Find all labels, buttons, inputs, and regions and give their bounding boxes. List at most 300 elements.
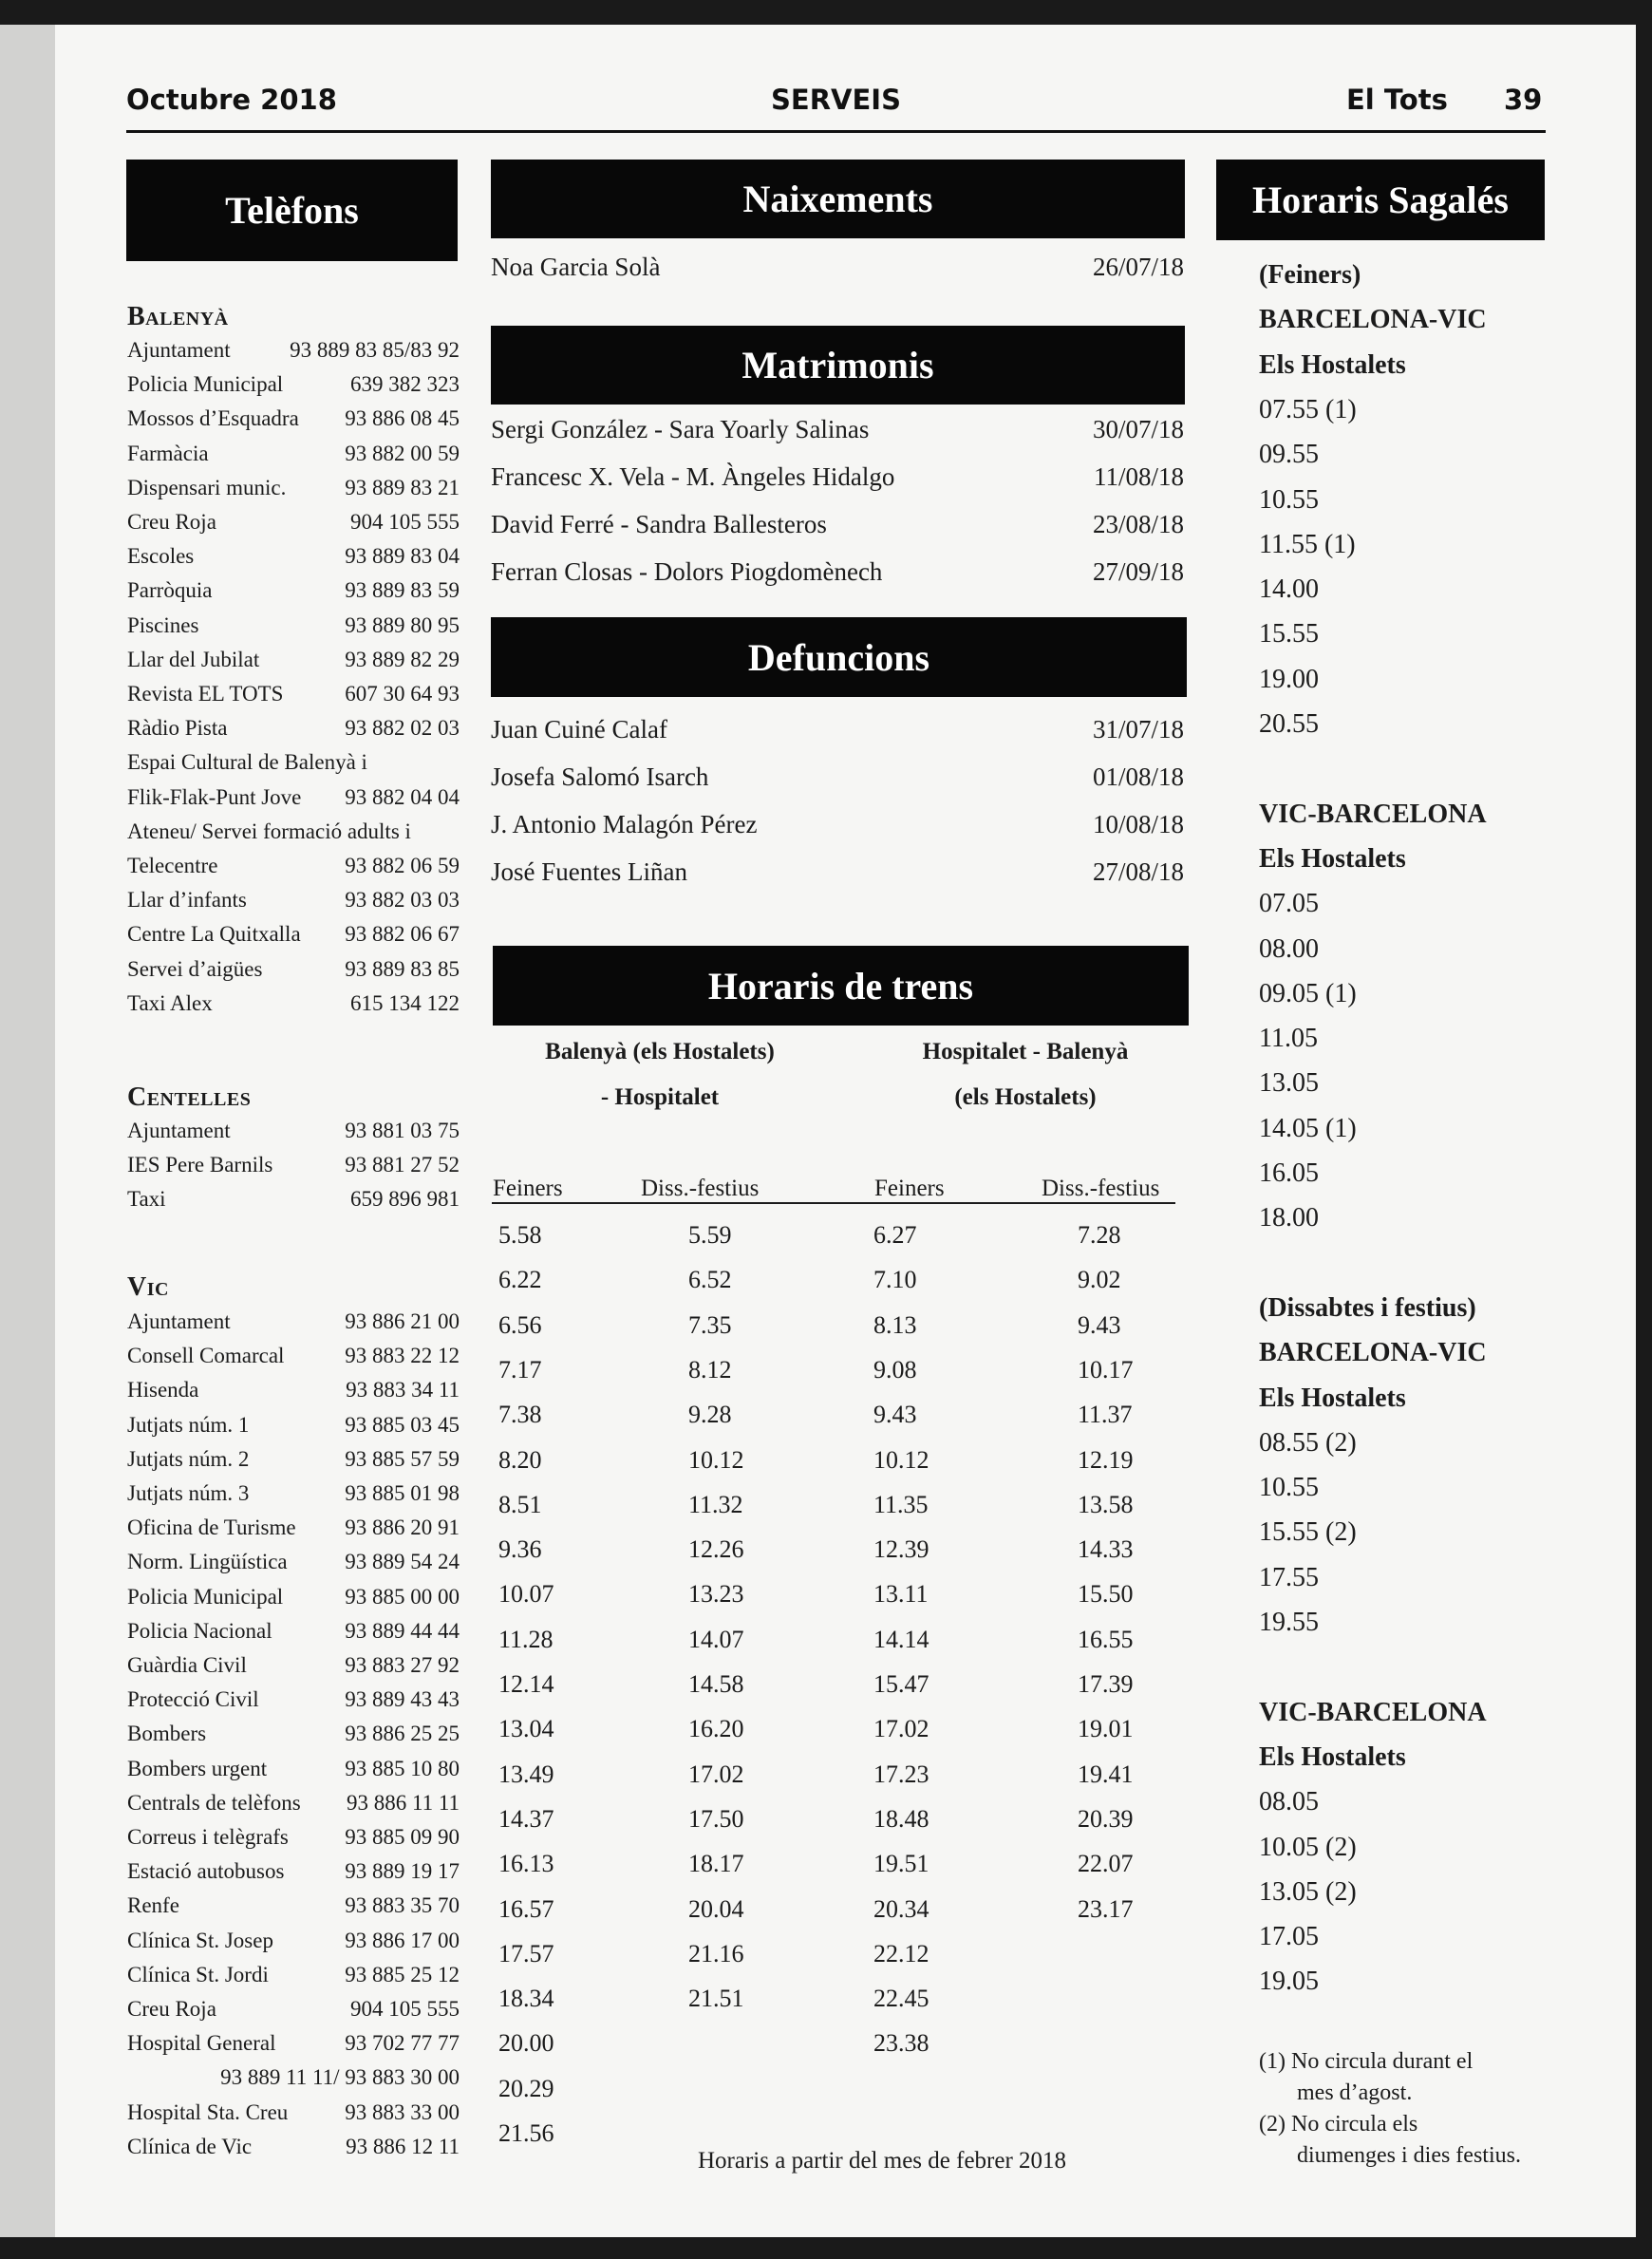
phone-entry (127, 1413, 460, 1447)
phone-entry-number: 93 885 25 12 (345, 1963, 460, 1986)
phone-entry (127, 1963, 460, 1997)
phone-entry (127, 1997, 460, 2031)
page-spine (0, 25, 55, 2237)
bus-time: 19.00 (1259, 665, 1319, 694)
phone-entry-number: 93 882 03 03 (345, 888, 460, 912)
sagales-heading: VIC-BARCELONA (1259, 800, 1487, 829)
bus-time: 19.05 (1259, 1967, 1319, 1996)
sagales-heading: BARCELONA-VIC (1259, 305, 1487, 334)
note-2-line2: diumenges i dies festius. (1297, 2143, 1521, 2168)
train-time: 17.50 (688, 1805, 744, 1833)
bus-time: 20.55 (1259, 709, 1319, 739)
phone-entry-number: 93 886 25 25 (345, 1722, 460, 1745)
phone-entry-number: 93 883 35 70 (345, 1893, 460, 1917)
phone-entry-number: 93 886 08 45 (345, 406, 460, 430)
phone-entry-number: 93 886 11 11 (346, 1791, 460, 1815)
event-name: Noa Garcia Solà (491, 253, 661, 281)
phone-entry-name: Consell Comarcal (127, 1344, 285, 1367)
phone-entry-name: Taxi (127, 1187, 166, 1211)
train-time: 14.33 (1078, 1535, 1134, 1563)
phone-entry (127, 1378, 460, 1412)
phone-entry (127, 854, 460, 888)
train-time: 9.02 (1078, 1266, 1121, 1293)
phone-entry-number: 93 886 21 00 (345, 1309, 460, 1333)
event-name: Juan Cuiné Calaf (491, 715, 667, 744)
train-time: 10.12 (688, 1446, 744, 1474)
trens-colhead-3: Feiners (874, 1176, 945, 1201)
phone-entry (127, 1687, 460, 1722)
sagales-note-1 (1259, 2046, 1473, 2109)
phone-entry-name: Policia Municipal (127, 372, 284, 396)
train-time: 18.34 (498, 1985, 554, 2012)
phone-entry-name: Policia Nacional (127, 1619, 272, 1643)
sagales-heading: Els Hostalets (1259, 844, 1406, 874)
train-time: 20.39 (1078, 1805, 1134, 1833)
phone-entry-number: 93 889 19 17 (345, 1859, 460, 1883)
bus-time: 08.05 (1259, 1787, 1319, 1817)
phone-entry (127, 406, 460, 441)
train-time: 14.14 (873, 1626, 929, 1653)
train-time: 16.57 (498, 1895, 554, 1923)
train-time: 18.48 (873, 1805, 929, 1833)
phone-entry (127, 1859, 460, 1893)
event-row (491, 810, 1184, 848)
bus-time: 17.55 (1259, 1563, 1319, 1592)
bus-time: 11.05 (1259, 1024, 1318, 1053)
phone-entry-number: 93 883 34 11 (346, 1378, 460, 1402)
train-time: 11.32 (688, 1491, 743, 1518)
train-time: 11.37 (1078, 1401, 1133, 1428)
event-row (491, 557, 1184, 595)
train-time: 14.07 (688, 1626, 744, 1653)
bus-time: 15.55 (1259, 619, 1319, 649)
phone-entry (127, 2031, 460, 2065)
train-time: 19.41 (1078, 1760, 1134, 1788)
phone-entry-number: 93 885 10 80 (345, 1757, 460, 1780)
bus-time: 18.00 (1259, 1203, 1319, 1233)
phone-entry-name: Ràdio Pista (127, 716, 228, 740)
event-date: 27/09/18 (1092, 557, 1184, 586)
phone-entry-name: Ateneu/ Servei formació adults i (127, 819, 411, 843)
phone-entry-number: 93 889 43 43 (345, 1687, 460, 1711)
phone-entry-name: Hospital General (127, 2031, 276, 2055)
event-date: 30/07/18 (1092, 415, 1184, 443)
phone-entry-number: 93 885 00 00 (345, 1585, 460, 1609)
phone-entry (127, 648, 460, 682)
note-1-line1: (1) No circula durant el (1259, 2049, 1474, 2074)
phone-entry-number: 93 889 83 21 (345, 476, 460, 499)
trens-footer: Horaris a partir del mes de febrer 2018 (698, 2148, 1067, 2174)
train-time: 10.07 (498, 1580, 554, 1608)
phone-entry-number: 93 702 77 77 (345, 2031, 460, 2055)
train-time: 20.34 (873, 1895, 929, 1923)
phone-entry-number: 93 885 01 98 (345, 1481, 460, 1505)
train-time: 7.38 (498, 1401, 542, 1428)
event-name: Francesc X. Vela - M. Àngeles Hidalgo (491, 462, 895, 491)
bus-time: 15.55 (2) (1259, 1517, 1357, 1547)
trens-title: Horaris de trens (493, 946, 1189, 1026)
train-time: 8.13 (873, 1311, 917, 1339)
train-time: 20.04 (688, 1895, 744, 1923)
train-time: 14.58 (688, 1670, 744, 1698)
train-time: 5.58 (498, 1221, 542, 1249)
phone-entry-number: 93 881 27 52 (345, 1153, 460, 1177)
phone-entry-name: Hisenda (127, 1378, 199, 1402)
phone-entry-name: Guàrdia Civil (127, 1653, 247, 1677)
phone-entry (127, 1119, 460, 1153)
event-date: 01/08/18 (1092, 762, 1184, 791)
trens-dir1-line1: Balenyà (els Hostalets) (545, 1039, 775, 1064)
phone-entry (127, 957, 460, 991)
train-time: 16.55 (1078, 1626, 1134, 1653)
phone-entry-number: 93 883 22 12 (345, 1344, 460, 1367)
trens-colhead-1: Feiners (493, 1176, 563, 1201)
phone-entry-number: 93 882 02 03 (345, 716, 460, 740)
train-time: 9.43 (1078, 1311, 1121, 1339)
phone-entry-name: Farmàcia (127, 442, 209, 465)
trens-dir2-line2: (els Hostalets) (954, 1084, 1097, 1110)
train-time: 5.59 (688, 1221, 732, 1249)
train-time: 13.04 (498, 1715, 554, 1742)
phone-entry (127, 922, 460, 956)
phone-entry-name: IES Pere Barnils (127, 1153, 273, 1177)
event-row (491, 462, 1184, 500)
phone-entry-name: Clínica St. Jordi (127, 1963, 269, 1986)
train-time: 20.00 (498, 2029, 554, 2057)
phone-entry (127, 991, 460, 1026)
phone-entry (127, 819, 460, 854)
bus-time: 08.00 (1259, 934, 1319, 964)
telefons-title: Telèfons (126, 160, 458, 261)
note-1-line2: mes d’agost. (1297, 2080, 1413, 2105)
event-row (491, 715, 1184, 753)
phone-entry (127, 578, 460, 612)
phone-entry (127, 1893, 460, 1928)
train-time: 8.12 (688, 1356, 732, 1384)
phone-entry-number: 93 889 83 85/83 92 (290, 338, 460, 362)
event-name: Josefa Salomó Isarch (491, 762, 709, 791)
train-time: 7.10 (873, 1266, 917, 1293)
bus-time: 07.55 (1) (1259, 395, 1357, 424)
town-balenya: Balenyà (127, 302, 229, 331)
bus-time: 09.55 (1259, 440, 1319, 469)
train-time: 6.52 (688, 1266, 732, 1293)
sagales-title: Horaris Sagalés (1216, 160, 1545, 240)
phone-entry-name: Bombers urgent (127, 1757, 268, 1780)
phone-entry-number: 93 885 03 45 (345, 1413, 460, 1437)
phone-entry-name: Clínica St. Josep (127, 1929, 273, 1952)
phone-entry-name: Llar d’infants (127, 888, 247, 912)
train-time: 20.29 (498, 2075, 554, 2102)
phone-entry-number: 93 885 09 90 (345, 1825, 460, 1849)
event-date: 26/07/18 (1092, 253, 1184, 281)
sagales-heading: (Feiners) (1259, 260, 1361, 290)
header-rule (126, 130, 1546, 133)
train-time: 7.35 (688, 1311, 732, 1339)
train-time: 13.49 (498, 1760, 554, 1788)
train-time: 9.08 (873, 1356, 917, 1384)
phone-entry-number: 93 881 03 75 (345, 1119, 460, 1142)
sagales-heading: VIC-BARCELONA (1259, 1698, 1487, 1727)
header-publication: El Tots (1346, 84, 1448, 116)
train-time: 17.57 (498, 1940, 554, 1967)
phone-entry-name: Ajuntament (127, 1309, 231, 1333)
trens-colhead-4: Diss.-festius (1042, 1176, 1160, 1201)
train-time: 17.02 (688, 1760, 744, 1788)
town-centelles: Centelles (127, 1082, 252, 1112)
train-time: 22.45 (873, 1985, 929, 2012)
phone-entry (127, 785, 460, 819)
bus-time: 13.05 (2) (1259, 1877, 1357, 1907)
phone-entry (127, 750, 460, 784)
phone-entry-name: Clínica de Vic (127, 2135, 253, 2158)
event-name: J. Antonio Malagón Pérez (491, 810, 758, 838)
phone-entry (127, 1550, 460, 1584)
train-time: 11.35 (873, 1491, 929, 1518)
train-time: 15.50 (1078, 1580, 1134, 1608)
sagales-heading: Els Hostalets (1259, 1742, 1406, 1772)
sagales-heading: BARCELONA-VIC (1259, 1338, 1487, 1367)
trens-dir2-line1: Hospitalet - Balenyà (922, 1039, 1129, 1064)
phone-entry-number: 904 105 555 (350, 1997, 460, 2021)
town-vic: Vic (127, 1272, 169, 1302)
train-time: 13.23 (688, 1580, 744, 1608)
train-time: 8.20 (498, 1446, 542, 1474)
train-time: 17.02 (873, 1715, 929, 1742)
phone-entry-name: Jutjats núm. 3 (127, 1481, 250, 1505)
phone-entry-name: Jutjats núm. 2 (127, 1447, 250, 1471)
event-row (491, 415, 1184, 453)
phone-entry-name: Ajuntament (127, 338, 231, 362)
phone-entry-number: 607 30 64 93 (345, 682, 460, 706)
train-time: 12.19 (1078, 1446, 1134, 1474)
phone-entry-name: Jutjats núm. 1 (127, 1413, 250, 1437)
train-time: 10.17 (1078, 1356, 1134, 1384)
phone-entry-number: 93 889 83 85 (345, 957, 460, 981)
phone-entry (127, 613, 460, 648)
bus-time: 19.55 (1259, 1608, 1319, 1637)
train-time: 21.16 (688, 1940, 744, 1967)
phone-entry-number: 93 882 06 67 (345, 922, 460, 946)
phone-entry-number: 93 886 17 00 (345, 1929, 460, 1952)
phone-entry (127, 1481, 460, 1515)
phone-entry (127, 888, 460, 922)
bus-time: 07.05 (1259, 889, 1319, 918)
phone-entry-name: Taxi Alex (127, 991, 213, 1015)
event-date: 10/08/18 (1092, 810, 1184, 838)
train-time: 9.43 (873, 1401, 917, 1428)
phone-entry (127, 1309, 460, 1344)
phone-entry-number: 93 882 04 04 (345, 785, 460, 809)
train-time: 8.51 (498, 1491, 542, 1518)
phone-entry (127, 1791, 460, 1825)
train-time: 19.51 (873, 1850, 929, 1877)
train-time: 7.28 (1078, 1221, 1121, 1249)
page-number: 39 (1504, 84, 1543, 116)
phone-entry-name: Revista EL TOTS (127, 682, 284, 706)
trens-dir1-line2: - Hospitalet (600, 1084, 720, 1110)
phone-entry-name: Ajuntament (127, 1119, 231, 1142)
phone-entry-number: 93 889 80 95 (345, 613, 460, 637)
defuncions-title: Defuncions (491, 617, 1187, 697)
train-time: 16.20 (688, 1715, 744, 1742)
header-section: SERVEIS (771, 84, 901, 116)
train-time: 21.51 (688, 1985, 744, 2012)
train-time: 15.47 (873, 1670, 929, 1698)
train-time: 13.58 (1078, 1491, 1134, 1518)
phone-entry-name: Norm. Lingüística (127, 1550, 288, 1573)
phone-entry (127, 1825, 460, 1859)
phone-entry-name: Creu Roja (127, 1997, 216, 2021)
phone-entry-name: Policia Municipal (127, 1585, 284, 1609)
train-time: 19.01 (1078, 1715, 1134, 1742)
train-time: 11.28 (498, 1626, 554, 1653)
phone-entry-number: 93 889 11 11/ 93 883 30 00 (220, 2065, 460, 2089)
train-time: 10.12 (873, 1446, 929, 1474)
phone-entry (127, 510, 460, 544)
event-date: 27/08/18 (1092, 857, 1184, 886)
phone-entry-name: Telecentre (127, 854, 218, 877)
event-name: Ferran Closas - Dolors Piogdomènech (491, 557, 883, 586)
train-time: 12.26 (688, 1535, 744, 1563)
phone-entry-name: Llar del Jubilat (127, 648, 260, 671)
train-time: 9.28 (688, 1401, 732, 1428)
bus-time: 08.55 (2) (1259, 1428, 1357, 1458)
train-time: 6.56 (498, 1311, 542, 1339)
train-time: 22.07 (1078, 1850, 1134, 1877)
bus-time: 17.05 (1259, 1922, 1319, 1951)
naixements-title: Naixements (491, 160, 1185, 238)
phone-entry-number: 93 885 57 59 (345, 1447, 460, 1471)
phone-entry (127, 1187, 460, 1221)
bus-time: 10.55 (1259, 485, 1319, 515)
matrimonis-title: Matrimonis (491, 326, 1185, 405)
phone-entry (127, 338, 460, 372)
phone-entry (127, 2065, 460, 2099)
sagales-heading: (Dissabtes i festius) (1259, 1293, 1476, 1323)
bus-time: 14.05 (1) (1259, 1114, 1357, 1143)
train-time: 7.17 (498, 1356, 542, 1384)
phone-entry (127, 442, 460, 476)
event-row (491, 253, 1184, 291)
phone-entry-number: 93 886 12 11 (346, 2135, 460, 2158)
phone-entry-number: 659 896 981 (350, 1187, 460, 1211)
phone-entry-name: Estació autobusos (127, 1859, 285, 1883)
train-time: 23.38 (873, 2029, 929, 2057)
train-time: 14.37 (498, 1805, 554, 1833)
bus-time: 09.05 (1) (1259, 979, 1357, 1008)
phone-entry-name: Centrals de telèfons (127, 1791, 301, 1815)
train-time: 6.27 (873, 1221, 917, 1249)
phone-entry-number: 93 883 33 00 (345, 2100, 460, 2124)
phone-entry (127, 1757, 460, 1791)
train-time: 9.36 (498, 1535, 542, 1563)
header-date: Octubre 2018 (126, 84, 337, 116)
phone-entry (127, 1447, 460, 1481)
phone-entry-name: Centre La Quitxalla (127, 922, 301, 946)
phone-entry (127, 1929, 460, 1963)
train-time: 13.11 (873, 1580, 929, 1608)
train-time: 18.17 (688, 1850, 744, 1877)
phone-entry-name: Renfe (127, 1893, 179, 1917)
event-name: David Ferré - Sandra Ballesteros (491, 510, 827, 538)
event-name: Sergi González - Sara Yoarly Salinas (491, 415, 870, 443)
phone-entry (127, 2135, 460, 2169)
train-time: 22.12 (873, 1940, 929, 1967)
phone-entry-number: 93 889 83 59 (345, 578, 460, 602)
phone-entry (127, 682, 460, 716)
event-row (491, 857, 1184, 895)
phone-entry-number: 93 882 06 59 (345, 854, 460, 877)
phone-entry-name: Mossos d’Esquadra (127, 406, 299, 430)
phone-entry (127, 1722, 460, 1756)
phone-entry (127, 2100, 460, 2135)
sagales-heading: Els Hostalets (1259, 1384, 1406, 1413)
train-time: 23.17 (1078, 1895, 1134, 1923)
phone-entry-number: 93 889 83 04 (345, 544, 460, 568)
sagales-note-2 (1259, 2109, 1521, 2172)
phone-entry (127, 1585, 460, 1619)
event-name: José Fuentes Liñan (491, 857, 687, 886)
phone-entry-number: 904 105 555 (350, 510, 460, 534)
phone-entry-number: 93 882 00 59 (345, 442, 460, 465)
train-time: 6.22 (498, 1266, 542, 1293)
phone-entry (127, 1653, 460, 1687)
train-time: 17.39 (1078, 1670, 1134, 1698)
train-time: 21.56 (498, 2119, 554, 2147)
phone-entry-name: Espai Cultural de Balenyà i (127, 750, 367, 774)
phone-entry-number: 93 889 44 44 (345, 1619, 460, 1643)
phone-entry-name: Correus i telègrafs (127, 1825, 289, 1849)
event-date: 11/08/18 (1093, 462, 1184, 491)
bus-time: 11.55 (1) (1259, 530, 1356, 559)
bus-time: 10.05 (2) (1259, 1833, 1357, 1862)
trens-colhead-2: Diss.-festius (641, 1176, 760, 1201)
phone-entry-name: Creu Roja (127, 510, 216, 534)
bus-time: 10.55 (1259, 1473, 1319, 1502)
phone-entry-name: Protecció Civil (127, 1687, 259, 1711)
train-time: 12.14 (498, 1670, 554, 1698)
bus-time: 14.00 (1259, 574, 1319, 604)
train-time: 16.13 (498, 1850, 554, 1877)
bus-time: 13.05 (1259, 1068, 1319, 1098)
event-date: 31/07/18 (1092, 715, 1184, 744)
event-date: 23/08/18 (1092, 510, 1184, 538)
phone-entry-name: Hospital Sta. Creu (127, 2100, 289, 2124)
phone-entry-name: Dispensari munic. (127, 476, 287, 499)
phone-entry-name: Servei d’aigües (127, 957, 263, 981)
event-row (491, 510, 1184, 548)
event-row (491, 762, 1184, 800)
phone-entry-number: 93 886 20 91 (345, 1515, 460, 1539)
phone-entry (127, 372, 460, 406)
phone-entry-name: Flik-Flak-Punt Jove (127, 785, 302, 809)
phone-entry (127, 716, 460, 750)
phone-entry-name: Oficina de Turisme (127, 1515, 296, 1539)
phone-entry (127, 544, 460, 578)
phone-entry-name: Escoles (127, 544, 195, 568)
phone-entry-name: Piscines (127, 613, 199, 637)
phone-entry-number: 615 134 122 (350, 991, 460, 1015)
phone-entry (127, 1619, 460, 1653)
phone-entry (127, 1153, 460, 1187)
train-time: 12.39 (873, 1535, 929, 1563)
phone-entry-name: Parròquia (127, 578, 213, 602)
note-2-line1: (2) No circula els (1259, 2112, 1418, 2137)
phone-entry-name: Bombers (127, 1722, 207, 1745)
bus-time: 16.05 (1259, 1158, 1319, 1188)
trens-header-rule (492, 1202, 1175, 1204)
